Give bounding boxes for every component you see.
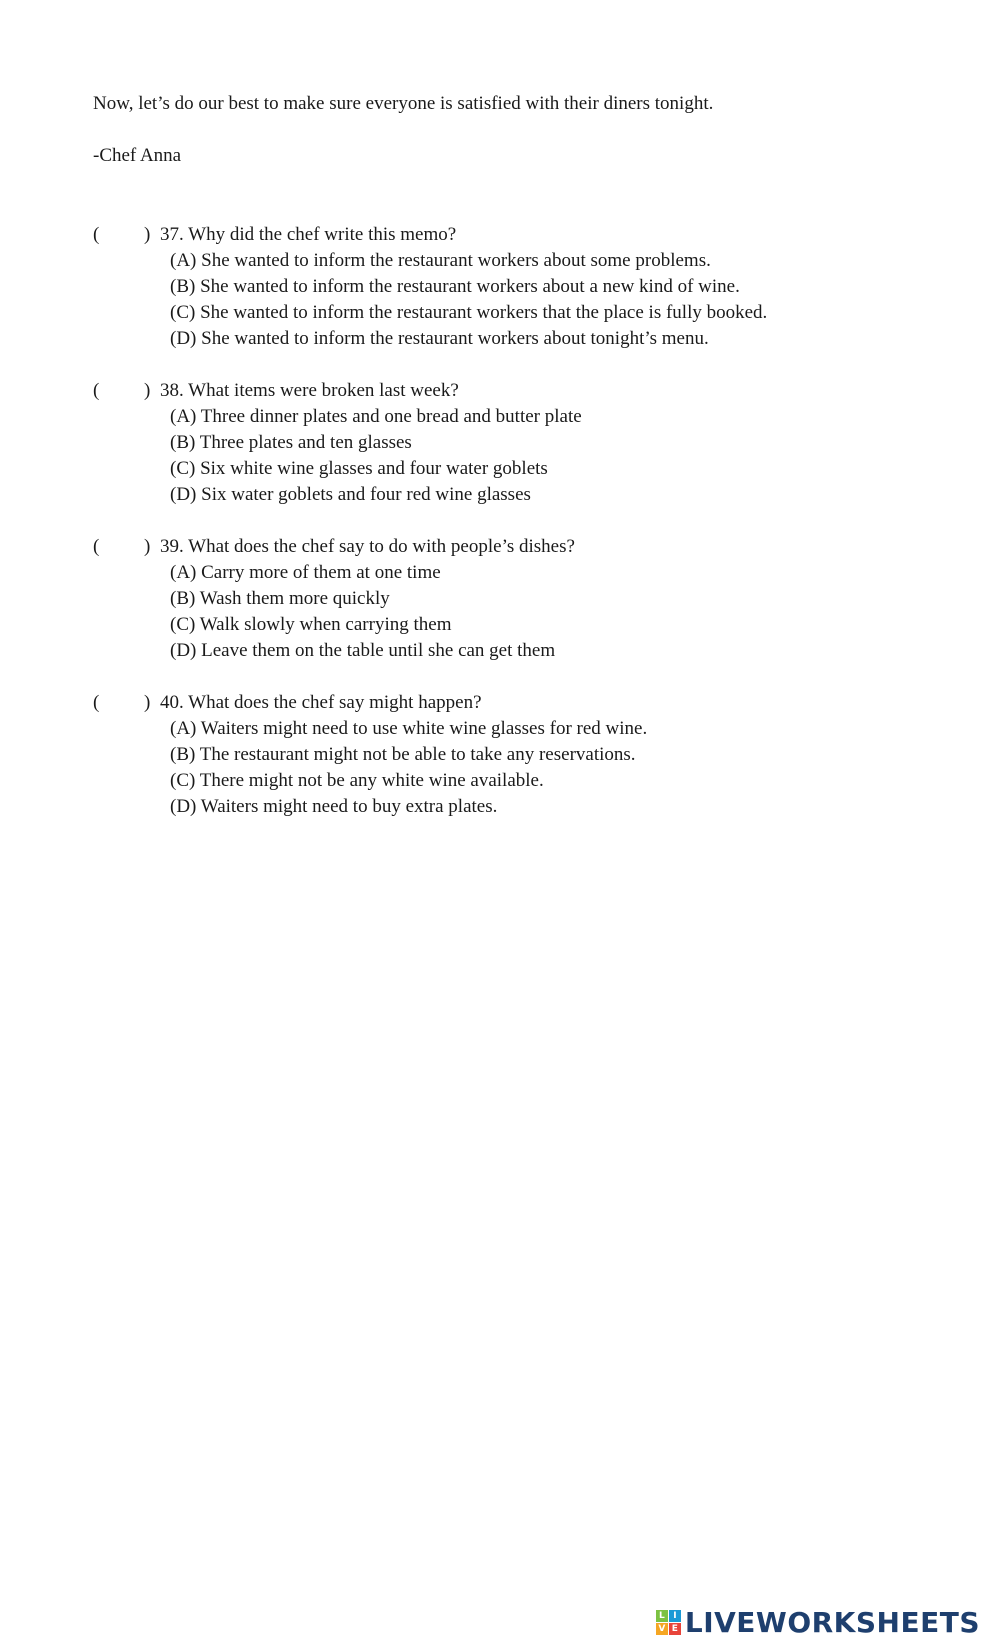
option-b: (B) The restaurant might not be able to take any reservations. — [170, 744, 636, 765]
question-38 — [93, 380, 973, 510]
question-text: 40. What does the chef say might happen? — [160, 692, 482, 713]
option-b: (B) Wash them more quickly — [170, 588, 390, 609]
option-d: (D) Leave them on the table until she can get them — [170, 640, 556, 661]
option-list — [93, 406, 973, 510]
logo-block-l: L — [656, 1610, 668, 1622]
logo-block-i: I — [669, 1610, 681, 1622]
logo-blocks-icon — [656, 1610, 681, 1635]
option-d: (D) She wanted to inform the restaurant workers about tonight’s menu. — [170, 328, 709, 349]
answer-blank-close: ) — [144, 380, 151, 401]
question-text: 37. Why did the chef write this memo? — [160, 224, 457, 245]
memo-closing-line: Now, let’s do our best to make sure everyone is satisfied with their diners tonight. — [93, 93, 714, 114]
logo-block-e: E — [669, 1623, 681, 1635]
liveworksheets-logo — [656, 1605, 980, 1639]
option-d: (D) Waiters might need to buy extra plates. — [170, 796, 498, 817]
question-header — [93, 692, 973, 718]
option-a: (A) Three dinner plates and one bread and butter plate — [170, 406, 582, 427]
question-37 — [93, 224, 973, 354]
question-text: 39. What does the chef say to do with people’s dishes? — [160, 536, 575, 557]
option-a: (A) Waiters might need to use white wine glasses for red wine. — [170, 718, 648, 739]
option-c: (C) Walk slowly when carrying them — [170, 614, 452, 635]
question-40 — [93, 692, 973, 822]
memo-signature: -Chef Anna — [93, 145, 182, 166]
answer-blank-open: ( — [93, 380, 100, 401]
answer-blank-open: ( — [93, 692, 100, 713]
option-d: (D) Six water goblets and four red wine glasses — [170, 484, 531, 505]
answer-blank-open: ( — [93, 224, 100, 245]
question-39 — [93, 536, 973, 666]
option-a: (A) She wanted to inform the restaurant workers about some problems. — [170, 250, 711, 271]
logo-wordmark: LIVEWORKSHEETS — [684, 1605, 980, 1639]
question-text: 38. What items were broken last week? — [160, 380, 459, 401]
option-b: (B) Three plates and ten glasses — [170, 432, 412, 453]
option-b: (B) She wanted to inform the restaurant workers about a new kind of wine. — [170, 276, 740, 297]
question-header — [93, 536, 973, 562]
question-header — [93, 380, 973, 406]
option-list — [93, 562, 973, 666]
option-a: (A) Carry more of them at one time — [170, 562, 441, 583]
logo-block-v: V — [656, 1623, 668, 1635]
question-header — [93, 224, 973, 250]
answer-blank-close: ) — [144, 692, 151, 713]
option-list — [93, 250, 973, 354]
option-c: (C) There might not be any white wine available. — [170, 770, 544, 791]
option-list — [93, 718, 973, 822]
answer-blank-close: ) — [144, 536, 151, 557]
answer-blank-close: ) — [144, 224, 151, 245]
answer-blank-open: ( — [93, 536, 100, 557]
option-c: (C) She wanted to inform the restaurant workers that the place is fully booked. — [170, 302, 768, 323]
option-c: (C) Six white wine glasses and four water goblets — [170, 458, 548, 479]
